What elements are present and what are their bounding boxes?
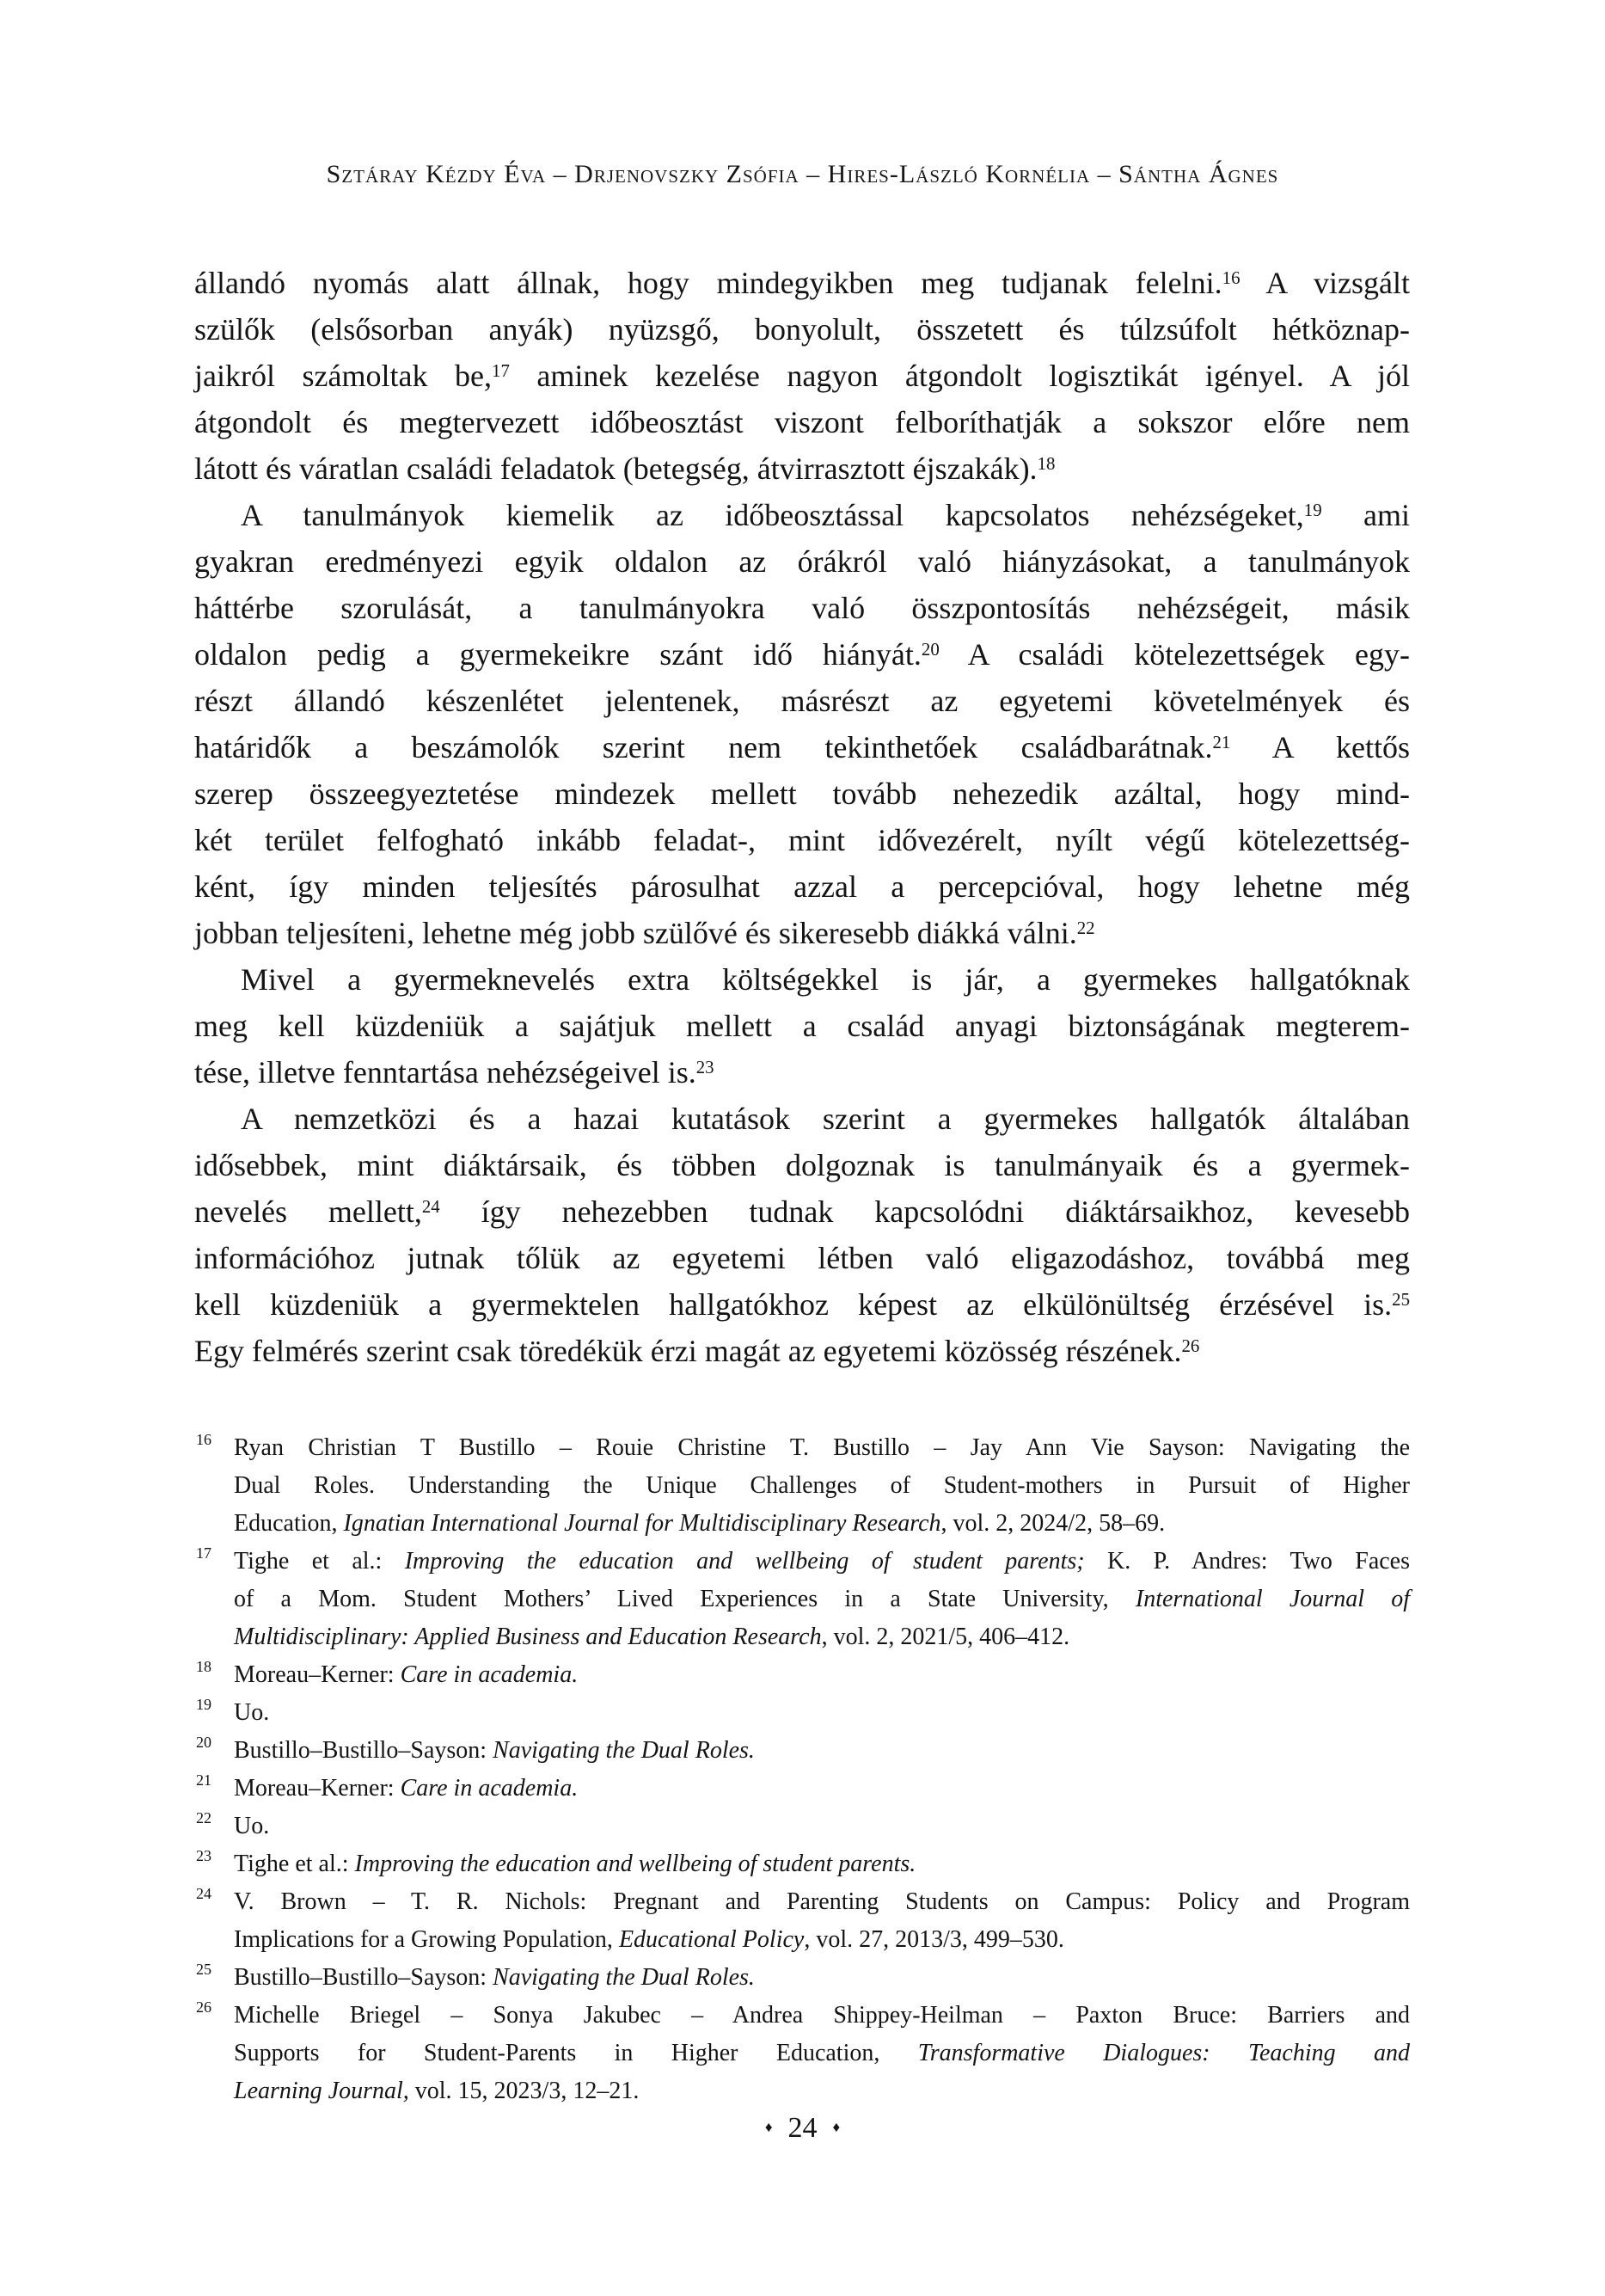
footnote <box>194 1732 1410 1770</box>
footnote <box>194 1543 1410 1656</box>
italic-text: Educational Policy <box>618 1926 805 1953</box>
text-segment: A vizsgált <box>1240 266 1411 300</box>
text-segment: , vol. 2, 2024/2, 58–69. <box>940 1510 1166 1537</box>
text-segment: A nemzetközi és a hazai kutatások szerint a gyermekes hallgatók általában <box>241 1102 1410 1136</box>
footnote-line <box>194 2072 1410 2110</box>
text-line <box>194 353 1410 399</box>
text-segment: Mivel a gyermeknevelés extra költségekkel is jár, a gyermekes hallgatóknak <box>241 962 1410 997</box>
text-segment: Tighe et al.: <box>234 1548 405 1575</box>
text-segment: Ryan Christian T Bustillo – Rouie Christine T. Bustillo – Jay Ann Vie Sayson: Navigating the <box>234 1434 1410 1461</box>
footnote-number: 18 <box>196 1658 211 1675</box>
text-segment: jobban teljesíteni, lehetne még jobb szülővé és sikeresebb diákká válni. <box>194 916 1077 950</box>
footnote-line <box>194 1959 1410 1997</box>
text-segment: aminek kezelése nagyon átgondolt logisztikát igényel. A jól <box>509 359 1411 393</box>
text-line <box>194 585 1410 631</box>
footnote-line <box>194 1997 1410 2035</box>
footnote-ref: 25 <box>1392 1288 1410 1310</box>
text-segment: A családi kötelezettségek egy- <box>939 637 1410 672</box>
body-paragraph <box>194 492 1410 956</box>
footnote-number: 16 <box>196 1431 211 1448</box>
text-segment: szülők (elsősorban anyák) nyüzsgő, bonyolult, összetett és túlzsúfolt hétköznap- <box>194 312 1410 347</box>
text-segment: határidők a beszámolók szerint nem tekinthetőek családbarátnak. <box>194 730 1213 764</box>
footnote-number: 24 <box>196 1885 211 1902</box>
footnote-line <box>194 1429 1410 1467</box>
page-number-decor-left: ♦ <box>764 2119 773 2135</box>
text-segment: Supports for Student-Parents in Higher Education, <box>234 2040 918 2066</box>
footnote <box>194 1694 1410 1732</box>
text-segment: Uo. <box>234 1813 270 1839</box>
body-paragraph <box>194 1096 1410 1374</box>
text-segment: ként, így minden teljesítés párosulhat azzal a percepcióval, hogy lehetne még <box>194 869 1410 904</box>
text-segment: idősebbek, mint diáktársaik, és többen dolgoznak is tanulmányaik és a gyermek- <box>194 1148 1410 1182</box>
text-line <box>194 399 1410 445</box>
footnote-line <box>194 2035 1410 2072</box>
running-header-authors: Sztáray Kézdy Éva – Drjenovszky Zsófia – Hires-László Kornélia – Sántha Ágnes <box>326 160 1279 188</box>
text-line <box>194 538 1410 585</box>
text-segment: meg kell küzdeniük a sajátjuk mellett a család anyagi biztonságának megterem- <box>194 1009 1410 1043</box>
footnote-number: 19 <box>196 1696 211 1713</box>
text-segment: látott és váratlan családi feladatok (betegség, átvirrasztott éjszakák). <box>194 451 1038 486</box>
text-segment: Implications for a Growing Population, <box>234 1926 619 1953</box>
footnote-line <box>194 1505 1410 1543</box>
text-segment: jaikról számoltak be, <box>194 359 492 393</box>
text-segment: Tighe et al.: <box>234 1851 355 1877</box>
text-line <box>194 724 1410 770</box>
body-text <box>194 260 1410 1374</box>
text-segment: ami <box>1321 498 1411 532</box>
text-line <box>194 260 1410 306</box>
italic-text: Care in academia. <box>400 1661 579 1688</box>
text-line <box>194 817 1410 863</box>
footnote-line <box>194 1543 1410 1581</box>
footnote-line <box>194 1732 1410 1770</box>
footnote-line <box>194 1694 1410 1732</box>
text-segment: oldalon pedig a gyermekeikre szánt idő hiányát. <box>194 637 922 672</box>
text-line <box>194 631 1410 678</box>
text-segment: Michelle Briegel – Sonya Jakubec – Andrea Shippey-Heilman – Paxton Bruce: Barriers and <box>234 2002 1410 2029</box>
text-segment: nevelés mellett, <box>194 1194 422 1229</box>
text-line <box>194 863 1410 910</box>
italic-text: Care in academia. <box>400 1775 579 1802</box>
text-segment: , vol. 27, 2013/3, 499–530. <box>804 1926 1064 1953</box>
text-line <box>194 956 1410 1003</box>
text-line <box>194 306 1410 353</box>
text-line <box>194 1096 1410 1142</box>
text-segment: Uo. <box>234 1699 270 1726</box>
footnote <box>194 1808 1410 1845</box>
footnote <box>194 1429 1410 1543</box>
italic-text: Ignatian International Journal for Multidisciplinary Research <box>343 1510 941 1537</box>
text-line <box>194 1235 1410 1281</box>
footnote <box>194 1997 1410 2110</box>
page-number-decor-right: ♦ <box>832 2119 841 2135</box>
text-line <box>194 770 1410 817</box>
footnotes-section <box>194 1429 1410 2110</box>
text-line <box>194 445 1410 492</box>
text-segment: állandó nyomás alatt állnak, hogy mindegyikben meg tudjanak felelni. <box>194 266 1222 300</box>
body-paragraph <box>194 260 1410 492</box>
text-line <box>194 1281 1410 1328</box>
footnote-ref: 17 <box>492 359 510 381</box>
text-segment: részt állandó készenlétet jelentenek, másrészt az egyetemi követelmények és <box>194 684 1410 718</box>
footnote-line <box>194 1467 1410 1505</box>
text-segment: Dual Roles. Understanding the Unique Challenges of Student-mothers in Pursuit of Higher <box>234 1472 1410 1499</box>
footnote-ref: 26 <box>1181 1335 1200 1356</box>
footnote-line <box>194 1581 1410 1618</box>
page-number-value: 24 <box>787 2112 818 2144</box>
footnote <box>194 1959 1410 1997</box>
text-segment: V. Brown – T. R. Nichols: Pregnant and Parenting Students on Campus: Policy and Program <box>234 1888 1410 1915</box>
footnote-line <box>194 1883 1410 1921</box>
italic-text: Navigating the Dual Roles. <box>493 1737 755 1764</box>
text-segment: vol. 15, 2023/3, 12–21. <box>408 2078 640 2104</box>
text-segment: két terület felfogható inkább feladat-, mint idővezérelt, nyílt végű kötelezettség- <box>194 823 1410 857</box>
footnote-line <box>194 1808 1410 1845</box>
footnote-ref: 18 <box>1037 452 1056 474</box>
running-header <box>0 160 1605 189</box>
footnote-ref: 21 <box>1212 731 1231 752</box>
text-line <box>194 1188 1410 1235</box>
italic-text: Multidisciplinary: Applied Business and Education Research <box>234 1624 822 1650</box>
footnote-number: 26 <box>196 1998 211 2016</box>
italic-text: Improving the education and wellbeing of student parents. <box>354 1851 916 1877</box>
footnote-ref: 23 <box>695 1056 714 1077</box>
text-segment: kell küzdeniük a gyermektelen hallgatókhoz képest az elkülönültség érzésével is. <box>194 1287 1393 1322</box>
text-line <box>194 1328 1410 1374</box>
footnote-ref: 20 <box>921 638 940 660</box>
text-segment: információhoz jutnak tőlük az egyetemi létben való eligazodáshoz, továbbá meg <box>194 1241 1410 1275</box>
text-segment: Egy felmérés szerint csak töredékük érzi magát az egyetemi közösség részének. <box>194 1334 1182 1368</box>
text-line <box>194 492 1410 538</box>
text-line <box>194 910 1410 956</box>
footnote-ref: 19 <box>1303 499 1322 520</box>
italic-text: Navigating the Dual Roles. <box>493 1964 755 1991</box>
italic-text: Learning Journal, <box>234 2078 409 2104</box>
italic-text: International Journal of <box>1135 1586 1410 1612</box>
text-segment: gyakran eredményezi egyik oldalon az órákról való hiányzásokat, a tanulmányok <box>194 544 1410 579</box>
text-segment: A tanulmányok kiemelik az időbeosztással kapcsolatos nehézségeket, <box>241 498 1304 532</box>
footnote-line <box>194 1921 1410 1959</box>
italic-text: Improving the education and wellbeing of student parents; <box>404 1548 1085 1575</box>
footnote-number: 20 <box>196 1734 211 1751</box>
footnote-number: 21 <box>196 1771 211 1789</box>
footnote <box>194 1656 1410 1694</box>
text-segment: Bustillo–Bustillo–Sayson: <box>234 1737 493 1764</box>
footnote-line <box>194 1656 1410 1694</box>
body-paragraph <box>194 956 1410 1096</box>
text-segment: K. P. Andres: Two Faces <box>1084 1548 1411 1575</box>
text-segment: átgondolt és megtervezett időbeosztást viszont felboríthatják a sokszor előre nem <box>194 405 1410 439</box>
footnote-line <box>194 1845 1410 1883</box>
text-segment: Moreau–Kerner: <box>234 1661 401 1688</box>
footnote <box>194 1883 1410 1959</box>
footnote-number: 17 <box>196 1544 211 1562</box>
text-line <box>194 1049 1410 1096</box>
footnote-ref: 16 <box>1222 267 1241 288</box>
text-line <box>194 1142 1410 1188</box>
footnote-ref: 24 <box>421 1195 440 1217</box>
text-segment: szerep összeegyeztetése mindezek mellett tovább nehezedik azáltal, hogy mind- <box>194 777 1410 811</box>
footnote-ref: 22 <box>1076 917 1095 938</box>
text-line <box>194 1003 1410 1049</box>
text-segment: tése, illetve fenntartása nehézségeivel is. <box>194 1055 696 1090</box>
footnote-number: 22 <box>196 1809 211 1826</box>
text-segment: így nehezebben tudnak kapcsolódni diáktársaikhoz, kevesebb <box>439 1194 1410 1229</box>
footnote-line <box>194 1618 1410 1656</box>
footnote-number: 23 <box>196 1847 211 1864</box>
text-segment: Education, <box>234 1510 344 1537</box>
text-segment: A kettős <box>1230 730 1410 764</box>
text-segment: , vol. 2, 2021/5, 406–412. <box>821 1624 1070 1650</box>
text-segment: Bustillo–Bustillo–Sayson: <box>234 1964 493 1991</box>
footnote-number: 25 <box>196 1961 211 1978</box>
text-segment: of a Mom. Student Mothers’ Lived Experiences in a State University, <box>234 1586 1136 1612</box>
page-number <box>0 2112 1605 2145</box>
footnote <box>194 1845 1410 1883</box>
text-segment: háttérbe szorulását, a tanulmányokra való összpontosítás nehézségeit, másik <box>194 591 1410 625</box>
footnote-line <box>194 1770 1410 1808</box>
text-segment: Moreau–Kerner: <box>234 1775 401 1802</box>
footnote <box>194 1770 1410 1808</box>
italic-text: Transformative Dialogues: Teaching and <box>917 2040 1410 2066</box>
text-line <box>194 678 1410 724</box>
